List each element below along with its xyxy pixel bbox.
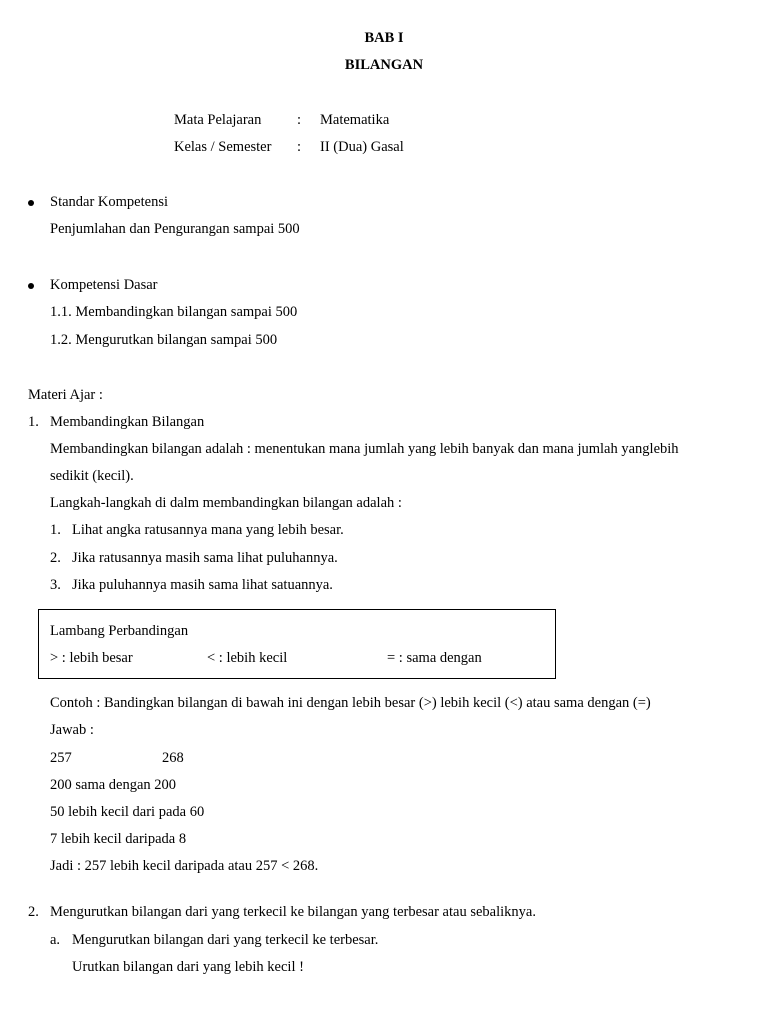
example-line: 200 sama dengan 200: [50, 777, 177, 793]
example-number: 257: [50, 750, 72, 766]
class-label: Kelas / Semester: [174, 139, 272, 155]
chapter-label: BAB I: [364, 30, 404, 46]
example-intro: Contoh : Bandingkan bilangan di bawah ini dengan lebih besar (>) lebih kecil (<) atau sama dengan (=): [50, 695, 651, 711]
section-number: 1.: [28, 414, 39, 430]
step-text: Lihat angka ratusannya mana yang lebih besar.: [72, 522, 344, 538]
bullet-icon: [28, 283, 34, 289]
materi-heading: Materi Ajar :: [28, 387, 103, 403]
class-value: II (Dua) Gasal: [320, 139, 404, 155]
subsection-letter: a.: [50, 932, 61, 948]
definition-line: sedikit (kecil).: [50, 468, 134, 484]
standar-text: Penjumlahan dan Pengurangan sampai 500: [50, 221, 300, 237]
step-number: 3.: [50, 577, 61, 593]
dasar-item: 1.1. Membandingkan bilangan sampai 500: [50, 304, 298, 320]
section-title: Membandingkan Bilangan: [50, 414, 205, 430]
section-title: Mengurutkan bilangan dari yang terkecil ke bilangan yang terbesar atau sebaliknya.: [50, 904, 536, 920]
example-line: 7 lebih kecil daripada 8: [50, 831, 187, 847]
subject-label: Mata Pelajaran: [174, 112, 262, 128]
example-number: 268: [162, 750, 184, 766]
symbol-equal: = : sama dengan: [387, 650, 482, 666]
definition-line: Membandingkan bilangan adalah : menentukan mana jumlah yang lebih banyak dan mana jumlah yanglebih: [50, 441, 679, 457]
answer-label: Jawab :: [50, 722, 94, 738]
subsection-title: Mengurutkan bilangan dari yang terkecil ke terbesar.: [72, 932, 379, 948]
class-separator: :: [297, 139, 302, 155]
steps-intro: Langkah-langkah di dalm membandingkan bilangan adalah :: [50, 495, 402, 511]
bullet-icon: [28, 200, 34, 206]
step-number: 1.: [50, 522, 61, 538]
dasar-heading: Kompetensi Dasar: [50, 277, 158, 293]
standar-heading: Standar Kompetensi: [50, 194, 168, 210]
symbol-greater: > : lebih besar: [50, 650, 133, 666]
box-title: Lambang Perbandingan: [50, 623, 189, 639]
subject-separator: :: [297, 112, 302, 128]
subsection-text: Urutkan bilangan dari yang lebih kecil !: [72, 959, 304, 975]
comparison-symbols-box: [38, 609, 556, 679]
subject-value: Matematika: [320, 112, 390, 128]
example-conclusion: Jadi : 257 lebih kecil daripada atau 257 < 268.: [50, 858, 319, 874]
symbol-less: < : lebih kecil: [207, 650, 288, 666]
section-number: 2.: [28, 904, 39, 920]
step-number: 2.: [50, 550, 61, 566]
step-text: Jika ratusannya masih sama lihat puluhannya.: [72, 550, 338, 566]
example-line: 50 lebih kecil dari pada 60: [50, 804, 205, 820]
chapter-title: BILANGAN: [344, 57, 424, 73]
step-text: Jika puluhannya masih sama lihat satuannya.: [72, 577, 333, 593]
dasar-item: 1.2. Mengurutkan bilangan sampai 500: [50, 332, 278, 348]
